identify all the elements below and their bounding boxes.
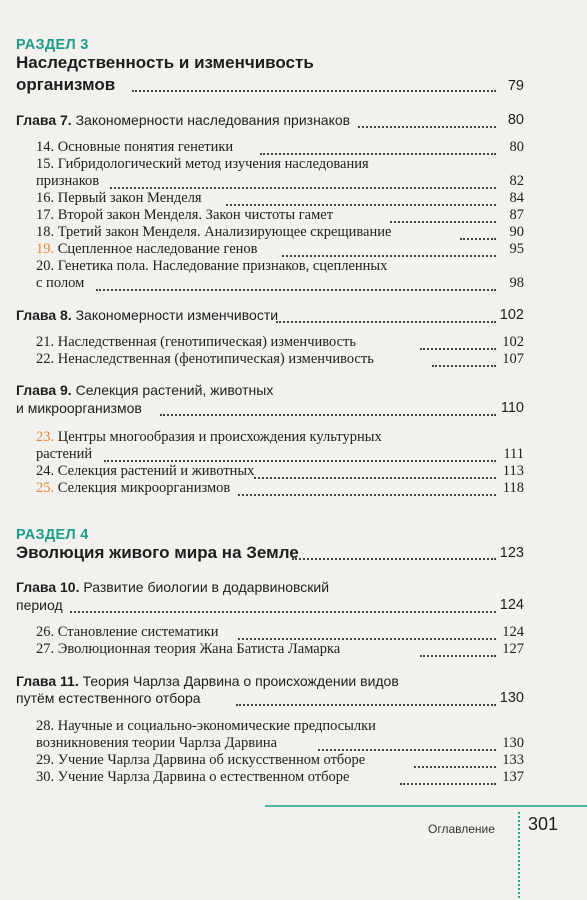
leader-dots xyxy=(70,611,496,613)
leader-dots xyxy=(236,704,496,706)
toc-page: 98 xyxy=(509,275,524,291)
toc-item-15-line2[interactable]: признаков xyxy=(36,173,100,189)
section-3-title-line1[interactable]: Наследственность и изменчивость xyxy=(16,53,314,72)
chapter-10-page: 124 xyxy=(499,597,524,613)
toc-item-28-line2[interactable]: возникновения теории Чарлза Дарвина xyxy=(36,735,278,751)
toc-page: 113 xyxy=(502,463,524,479)
leader-dots xyxy=(238,494,496,496)
toc-page: 90 xyxy=(509,224,524,240)
toc-item-15-line1[interactable]: 15. Гибридологический метод изучения наследования xyxy=(36,156,369,172)
toc-page: 102 xyxy=(502,334,524,350)
section-4-label: РАЗДЕЛ 4 xyxy=(16,527,89,543)
leader-dots xyxy=(96,289,496,291)
chapter-8-page: 102 xyxy=(499,307,524,323)
chapter-11-title-line2[interactable]: путём естественного отбора xyxy=(16,690,201,706)
toc-item-14[interactable]: 14. Основные понятия генетики xyxy=(36,139,234,155)
chapter-9-title-line2[interactable]: и микроорганизмов xyxy=(16,400,142,416)
page-number: 301 xyxy=(528,814,559,834)
section-4-page: 123 xyxy=(499,545,524,561)
toc-item-26[interactable]: 26. Становление систематики xyxy=(36,624,219,640)
toc-page: 87 xyxy=(509,207,524,223)
chapter-7-page: 80 xyxy=(507,112,524,128)
toc-item-29[interactable]: 29. Учение Чарлза Дарвина об искусственном отборе xyxy=(36,752,366,768)
section-3-label: РАЗДЕЛ 3 xyxy=(16,37,89,53)
chapter-9-page: 110 xyxy=(500,400,524,416)
chapter-10-title-line2[interactable]: период xyxy=(16,597,63,613)
section-4-title[interactable]: Эволюция живого мира на Земле xyxy=(16,543,299,562)
leader-dots xyxy=(318,749,496,751)
leader-dots xyxy=(260,153,496,155)
leader-dots xyxy=(110,187,496,189)
section-3-title-line2[interactable]: организмов xyxy=(16,75,116,94)
toc-page: 137 xyxy=(502,769,524,785)
toc-item-23-line1[interactable]: 23. Центры многообразия и происхождения культурных xyxy=(36,429,382,445)
leader-dots xyxy=(460,238,496,240)
footer-label: Оглавление xyxy=(428,822,495,836)
toc-page: 130 xyxy=(502,735,524,751)
toc-item-24[interactable]: 24. Селекция растений и животных xyxy=(36,463,255,479)
toc-item-19[interactable]: 19. Сцепленное наследование генов xyxy=(36,241,258,257)
leader-dots xyxy=(238,638,496,640)
leader-dots xyxy=(226,204,496,206)
leader-dots xyxy=(132,90,496,92)
toc-item-17[interactable]: 17. Второй закон Менделя. Закон чистоты гамет xyxy=(36,207,334,223)
toc-page: 127 xyxy=(502,641,524,657)
toc-item-21[interactable]: 21. Наследственная (генотипическая) изменчивость xyxy=(36,334,356,350)
leader-dots xyxy=(282,255,496,257)
leader-dots xyxy=(420,655,496,657)
chapter-7-title[interactable]: Глава 7. Закономерности наследования признаков xyxy=(16,112,351,128)
toc-item-23-line2[interactable]: растений xyxy=(36,446,93,462)
toc-item-22[interactable]: 22. Ненаследственная (фенотипическая) изменчивость xyxy=(36,351,374,367)
leader-dots xyxy=(292,558,496,560)
toc-item-16[interactable]: 16. Первый закон Менделя xyxy=(36,190,202,206)
toc-page: 84 xyxy=(509,190,524,206)
toc-item-18[interactable]: 18. Третий закон Менделя. Анализирующее скрещивание xyxy=(36,224,392,240)
toc-page: 133 xyxy=(502,752,524,768)
section-3-page: 79 xyxy=(507,78,524,94)
leader-dots xyxy=(160,414,496,416)
toc-item-25[interactable]: 25. Селекция микроорганизмов xyxy=(36,480,231,496)
leader-dots xyxy=(254,477,496,479)
leader-dots xyxy=(276,321,496,323)
footer-rule xyxy=(265,805,587,807)
leader-dots xyxy=(400,783,496,785)
footer-dotted-divider xyxy=(518,812,520,898)
toc-page: 118 xyxy=(502,480,524,496)
leader-dots xyxy=(414,766,496,768)
toc-item-27[interactable]: 27. Эволюционная теория Жана Батиста Ламарка xyxy=(36,641,341,657)
toc-page: 80 xyxy=(509,139,524,155)
leader-dots xyxy=(104,460,496,462)
chapter-11-title-line1[interactable]: Глава 11. Теория Чарлза Дарвина о происхождении видов xyxy=(16,673,399,689)
toc-item-28-line1[interactable]: 28. Научные и социально-экономические предпосылки xyxy=(36,718,376,734)
leader-dots xyxy=(358,126,496,128)
chapter-8-title[interactable]: Глава 8. Закономерности изменчивости xyxy=(16,307,279,323)
chapter-10-title-line1[interactable]: Глава 10. Развитие биологии в додарвиновский xyxy=(16,579,330,595)
toc-item-20-line1[interactable]: 20. Генетика пола. Наследование признаков, сцепленных xyxy=(36,258,388,274)
toc-page: 107 xyxy=(502,351,524,367)
leader-dots xyxy=(432,365,496,367)
leader-dots xyxy=(390,221,496,223)
toc-page: 124 xyxy=(502,624,524,640)
leader-dots xyxy=(420,348,496,350)
toc-page: 95 xyxy=(509,241,524,257)
toc-item-20-line2[interactable]: с полом xyxy=(36,275,85,291)
toc-item-30[interactable]: 30. Учение Чарлза Дарвина о естественном отборе xyxy=(36,769,350,785)
chapter-11-page: 130 xyxy=(499,690,524,706)
toc-page: 82 xyxy=(509,173,524,189)
chapter-9-title-line1[interactable]: Глава 9. Селекция растений, животных xyxy=(16,382,274,398)
toc-page: 111 xyxy=(503,446,524,462)
